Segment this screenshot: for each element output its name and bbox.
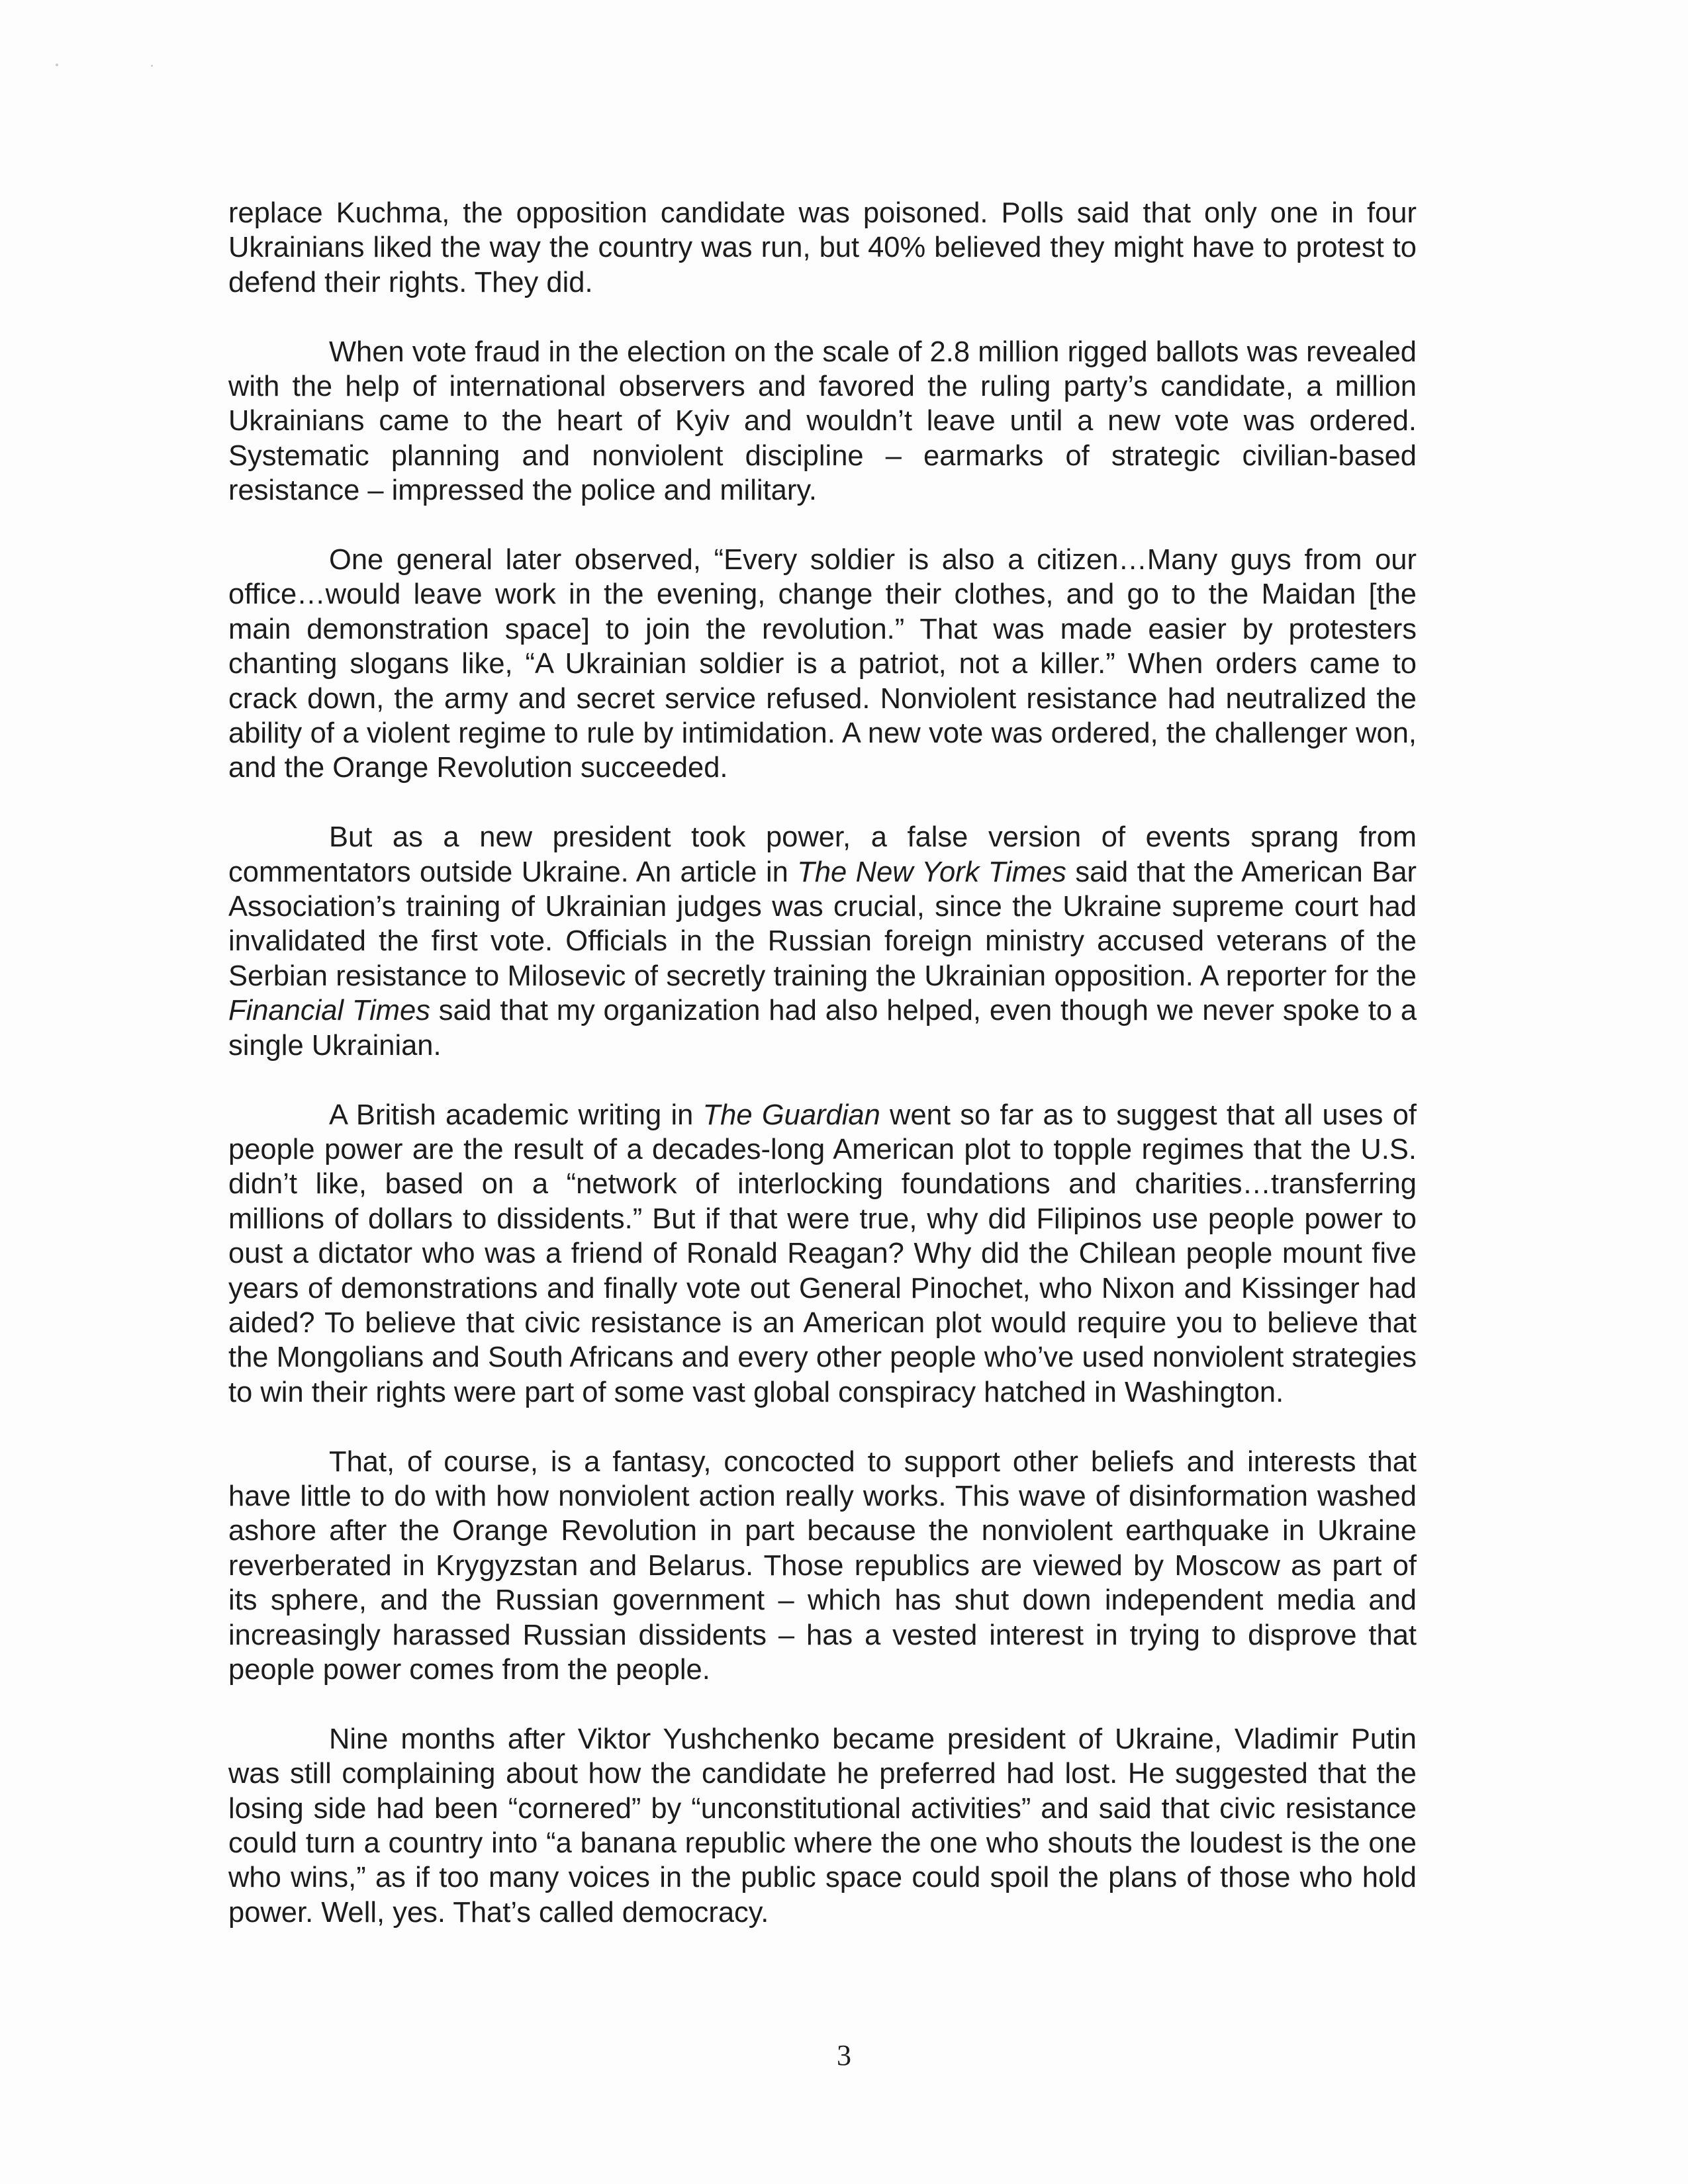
paragraph [228, 335, 1417, 508]
scan-speck [151, 65, 153, 67]
text-run: When vote fraud in the election on the scale of 2.8 million rigged ballots was revealed with the help of international observers and favored the ruling party’s candidate, a million Ukrainians came to the heart of Kyiv and wouldn’t leave until a new vote was ordered. Systematic planning and nonviolent discipline – earmarks of strategic civilian-based resistance – impressed the police and military. [228, 336, 1417, 507]
text-run: One general later observed, “Every soldier is also a citizen…Many guys from our office…would leave work in the evening, change their clothes, and go to the Maidan [the main demonstration space] to join the revolution.” That was made easier by protesters chanting slogans like, “A Ukrainian soldier is a patriot, not a killer.” When orders came to crack down, the army and secret service refused. Nonviolent resistance had neutralized the ability of a violent regime to rule by intimidation. A new vote was ordered, the challenger won, and the Orange Revolution succeeded. [228, 544, 1417, 784]
text-run: But as a new president took power, a false version of events sprang from commentators outside Ukraine. An article in [228, 821, 1417, 888]
paragraph [228, 196, 1417, 300]
text-run: replace Kuchma, the opposition candidate was poisoned. Polls said that only one in four Ukrainians liked the way the country was run, but 40% believed they might have to protest to defend their rights. They did. [228, 197, 1417, 298]
paragraph [228, 820, 1417, 1063]
text-run: Nine months after Viktor Yushchenko became president of Ukraine, Vladimir Putin was still complaining about how the candidate he preferred had lost. He suggested that the losing side had been “cornered” by “unconstitutional activities” and said that civic resistance could turn a country into “a banana republic where the one who shouts the loudest is the one who wins,” as if too many voices in the public space could spoil the plans of those who hold power. Well, yes. That’s called democracy. [228, 1723, 1417, 1929]
paragraph [228, 543, 1417, 786]
paragraph [228, 1445, 1417, 1688]
scan-speck [56, 64, 58, 66]
italic-title: Financial Times [228, 995, 430, 1027]
text-run: said that my organization had also helped, even though we never spoke to a single Ukrainian. [228, 995, 1417, 1062]
body-text [228, 196, 1417, 1930]
paragraph [228, 1722, 1417, 1930]
page-number: 3 [837, 2039, 851, 2071]
text-run: That, of course, is a fantasy, concocted to support other beliefs and interests that have little to do with how nonviolent action really works. This wave of disinformation washed ashore after the Orange Revolution in part because the nonviolent earthquake in Ukraine reverberated in Krygyzstan and Belarus. Those republics are viewed by Moscow as part of its sphere, and the Russian government – which has shut down independent media and increasingly harassed Russian dissidents – has a vested interest in trying to disprove that people power comes from the people. [228, 1445, 1417, 1686]
text-run: went so far as to suggest that all uses of people power are the result of a decades-long American plot to topple regimes that the U.S. didn’t like, based on a “network of interlocking foundations and charities…transferring millions of dollars to dissidents.” But if that were true, why did Filipinos use people power to oust a dictator who was a friend of Ronald Reagan? Why did the Chilean people mount five years of demonstrations and finally vote out General Pinochet, who Nixon and Kissinger had aided? To believe that civic resistance is an American plot would require you to believe that the Mongolians and South Africans and every other people who’ve used nonviolent strategies to win their rights were part of some vast global conspiracy hatched in Washington. [228, 1099, 1417, 1408]
paragraph [228, 1098, 1417, 1410]
text-run: A British academic writing in [329, 1099, 703, 1131]
text-run: said that the American Bar Association’s training of Ukrainian judges was crucial, since the Ukraine supreme court had invalidated the first vote. Officials in the Russian foreign ministry accused veterans of the Serbian resistance to Milosevic of secretly training the Ukrainian opposition. A reporter for the [228, 856, 1417, 992]
italic-title: The Guardian [702, 1099, 880, 1131]
italic-title: The New York Times [797, 856, 1066, 888]
